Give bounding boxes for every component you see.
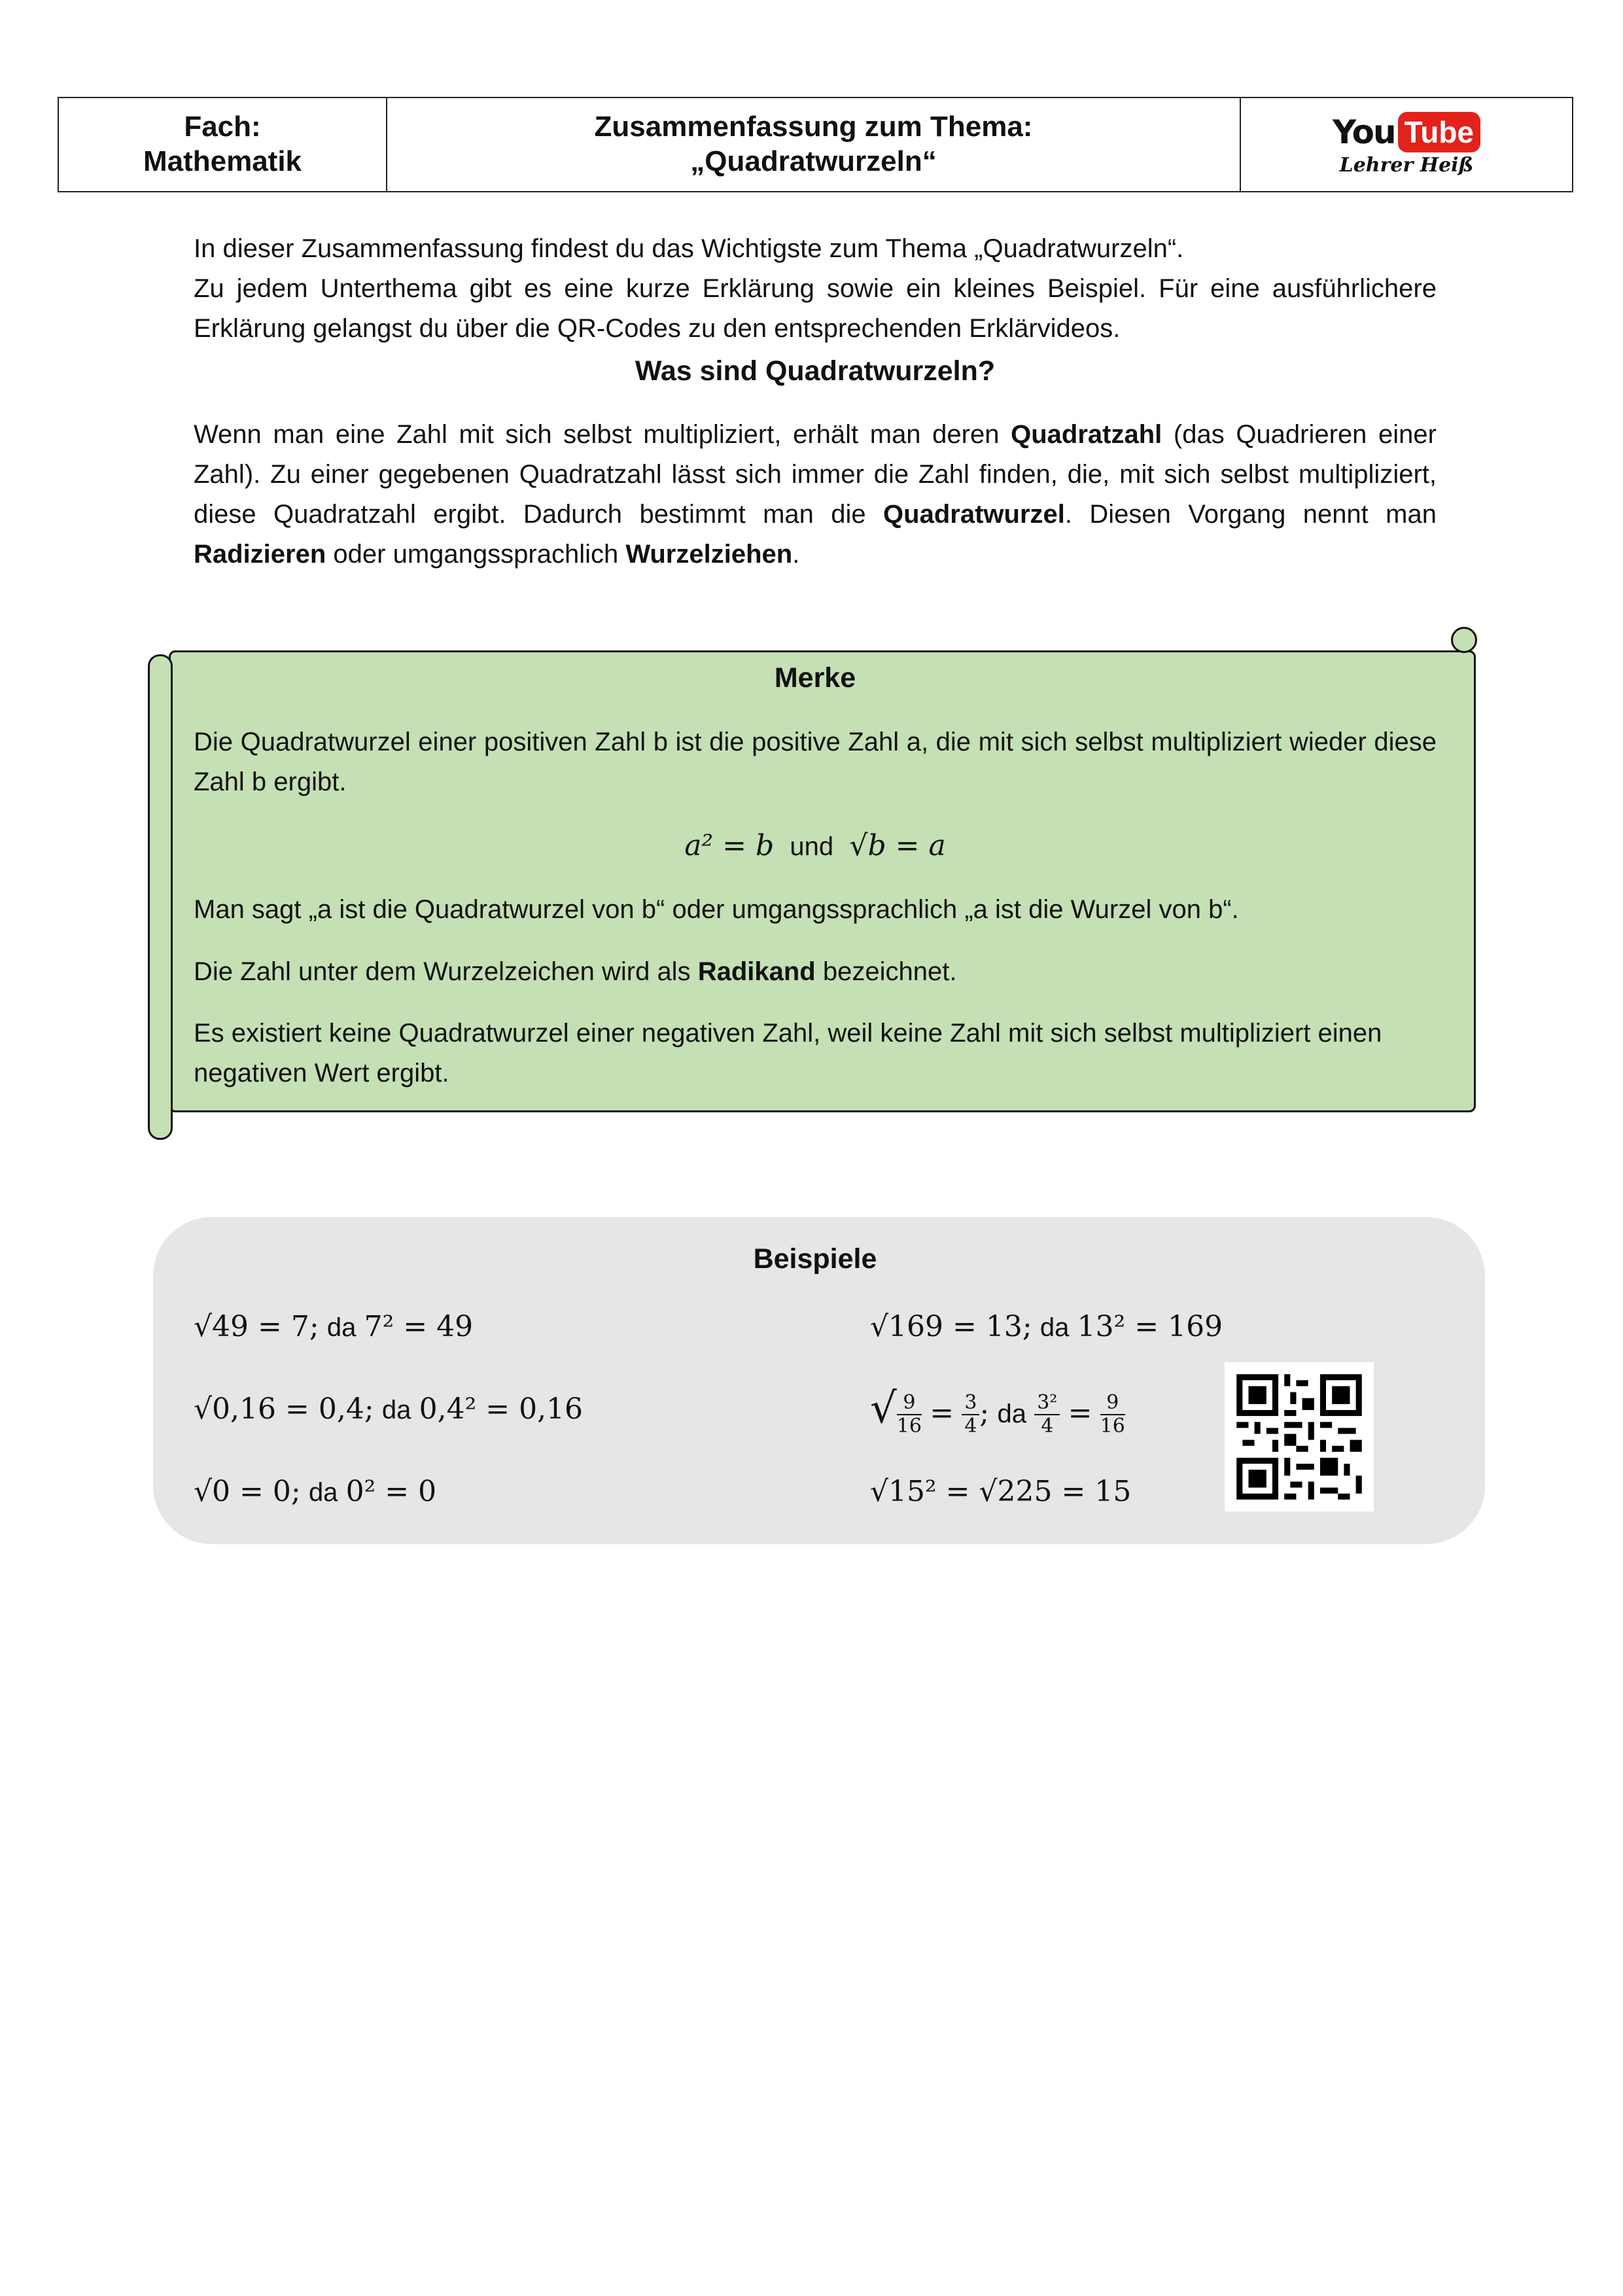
logo-subtitle: Lehrer Heiß xyxy=(1339,154,1474,177)
example-1 xyxy=(194,1307,473,1347)
ex5-n1: 9 xyxy=(897,1392,922,1415)
topic-value: „Quadratwurzeln“ xyxy=(690,145,937,177)
header-table xyxy=(58,97,1573,192)
ex4-right: 13² = 169 xyxy=(1077,1310,1223,1343)
para-text-1: Wenn man eine Zahl mit sich selbst multipliziert, erhält man deren xyxy=(194,420,1011,449)
subject-value: Mathematik xyxy=(143,145,302,177)
intro-text xyxy=(194,229,1437,349)
logo-tube: Tube xyxy=(1398,112,1480,152)
example-4 xyxy=(870,1307,1223,1347)
scroll-roll-decoration xyxy=(148,654,173,1140)
ex5-eq2: = xyxy=(1068,1396,1092,1430)
p3-text-1: Die Zahl unter dem Wurzelzeichen wird als xyxy=(194,957,698,986)
term-wurzelziehen: Wurzelziehen xyxy=(625,540,793,569)
ex5-frac-2 xyxy=(962,1392,979,1438)
ex5-da: da xyxy=(997,1400,1026,1428)
ex5-d1: 16 xyxy=(896,1415,922,1438)
term-quadratzahl: Quadratzahl xyxy=(1011,420,1162,449)
para-text-5: . xyxy=(792,540,800,569)
section-paragraph xyxy=(194,415,1437,574)
ex5-n3: 3² xyxy=(1034,1392,1060,1415)
logo-you: You xyxy=(1332,113,1395,151)
youtube-logo xyxy=(1333,112,1480,177)
ex1-left: √49 = 7; xyxy=(194,1310,319,1343)
ex5-frac-1 xyxy=(897,1392,922,1438)
ex1-right: 7² = 49 xyxy=(364,1310,474,1343)
term-quadratwurzel: Quadratwurzel xyxy=(883,500,1065,529)
ex3-da: da xyxy=(308,1478,338,1507)
scroll-curl-decoration xyxy=(1451,627,1477,653)
para-text-3: . Diesen Vorgang nennt man xyxy=(1064,500,1437,529)
merke-p4: Es existiert keine Quadratwurzel einer negativen Zahl, weil keine Zahl mit sich selbst multipliziert einen negativen Wert ergibt. xyxy=(194,1019,1382,1087)
examples-title: Beispiele xyxy=(753,1243,877,1275)
ex5-frac-3 xyxy=(1034,1392,1060,1438)
intro-line2: Zu jedem Unterthema gibt es eine kurze Erklärung sowie ein kleines Beispiel. Für eine ausführlichere Erklärung gelangst du über die QR-Codes zu den entsprechenden Erklärvideos. xyxy=(194,274,1437,343)
ex4-da: da xyxy=(1039,1313,1070,1342)
formula-right: √b = a xyxy=(849,829,946,862)
example-5 xyxy=(870,1379,1125,1443)
ex5-d3: 4 xyxy=(1041,1415,1054,1438)
qr-code-icon xyxy=(1225,1362,1374,1511)
merke-p2: Man sagt „a ist die Quadratwurzel von b“ oder umgangssprachlich „a ist die Wurzel von b“. xyxy=(194,895,1239,924)
topic-label: Zusammenfassung zum Thema: xyxy=(594,111,1033,143)
subject-label: Fach: xyxy=(184,111,261,143)
formula-und: und xyxy=(790,832,834,861)
example-6: √15² = √225 = 15 xyxy=(870,1475,1132,1508)
example-3 xyxy=(194,1472,436,1512)
para-text-2: (das Quadrieren einer Zahl). Zu einer gegebenen Quadratzahl lässt sich immer die Zahl finden, die, mit sich selbst multipliziert, diese Quadratzahl ergibt. Dadurch bestimmt man die xyxy=(194,420,1437,529)
ex2-right: 0,4² = 0,16 xyxy=(419,1392,584,1426)
merke-title: Merke xyxy=(774,662,856,694)
logo-cell xyxy=(1241,98,1572,191)
p3-text-2: bezeichnet. xyxy=(815,957,957,986)
ex5-frac-4 xyxy=(1100,1392,1125,1438)
intro-line1: In dieser Zusammenfassung findest du das Wichtigste zum Thema „Quadratwurzeln“. xyxy=(194,234,1184,263)
ex5-root-sign: √ xyxy=(870,1385,897,1433)
term-radikand: Radikand xyxy=(697,957,816,986)
para-text-4: oder umgangssprachlich xyxy=(326,540,626,569)
term-radizieren: Radizieren xyxy=(194,540,326,569)
formula-left: a² = b xyxy=(684,829,775,862)
ex3-right: 0² = 0 xyxy=(345,1475,437,1508)
subject-cell xyxy=(59,98,387,191)
example-2 xyxy=(194,1390,583,1430)
ex2-left: √0,16 = 0,4; xyxy=(194,1392,374,1426)
ex3-left: √0 = 0; xyxy=(194,1475,301,1508)
merke-p1: Die Quadratwurzel einer positiven Zahl b ist die positive Zahl a, die mit sich selbst multipliziert wieder diese Zahl b ergibt. xyxy=(194,728,1437,796)
merke-formula xyxy=(194,826,1437,867)
topic-cell xyxy=(387,98,1241,191)
ex5-semicolon: ; xyxy=(979,1396,990,1430)
ex2-da: da xyxy=(381,1396,411,1424)
ex1-da: da xyxy=(326,1313,357,1342)
ex4-left: √169 = 13; xyxy=(870,1310,1032,1343)
qr-code-graphic xyxy=(1225,1362,1374,1511)
ex5-d2: 4 xyxy=(964,1415,977,1438)
ex5-d4: 16 xyxy=(1100,1415,1125,1438)
merke-p3 xyxy=(194,952,1437,992)
ex5-n4: 9 xyxy=(1100,1392,1125,1415)
section-heading: Was sind Quadratwurzeln? xyxy=(635,355,996,387)
ex5-eq: = xyxy=(930,1396,954,1430)
ex5-n2: 3 xyxy=(962,1392,979,1415)
